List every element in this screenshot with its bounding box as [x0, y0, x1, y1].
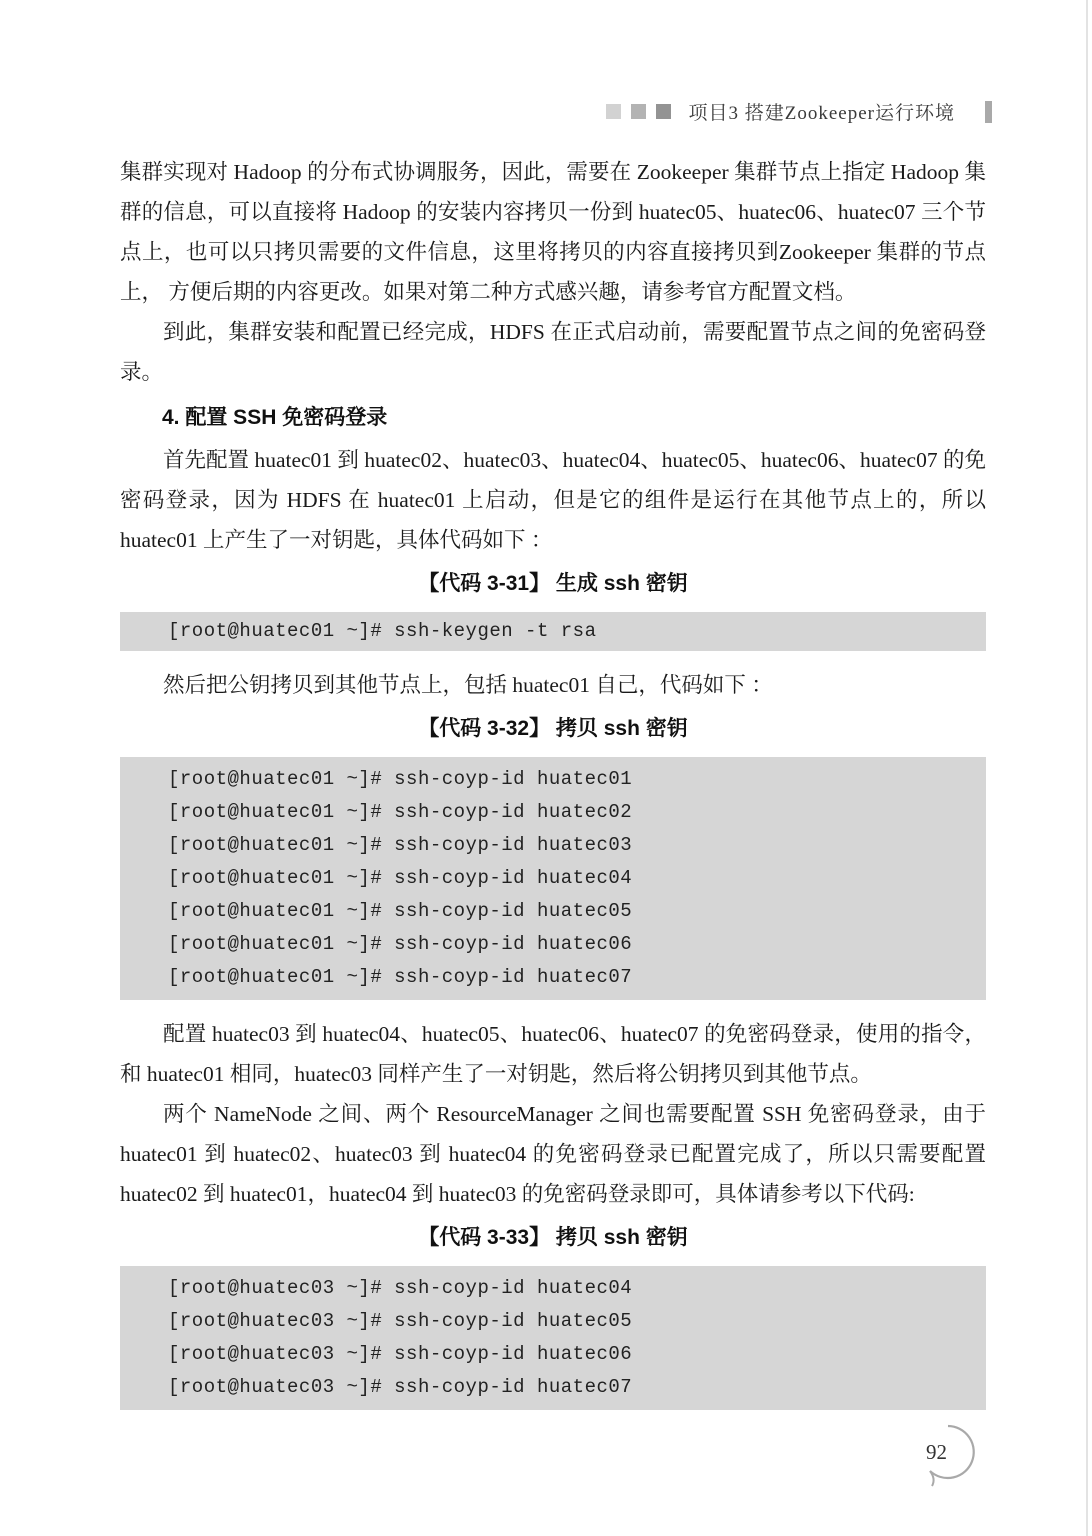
code-caption: 【代码 3-33】 拷贝 ssh 密钥	[418, 1226, 688, 1249]
code-block	[120, 612, 986, 651]
code-caption: 【代码 3-31】 生成 ssh 密钥	[418, 572, 688, 595]
code-line: [root@huatec01 ~]# ssh-coyp-id huatec03	[168, 834, 633, 856]
paragraph: 然后把公钥拷贝到其他节点上，包括 huatec01 自己，代码如下 ：	[163, 673, 773, 697]
page-body	[120, 152, 986, 1424]
paragraph: 配置 huatec03 到 huatec04、huatec05、huatec06、huatec07 的免密码登录，使用的指令， 和 huatec01 相同，huatec03 同样产生了一对钥匙，然后将公钥拷贝到其他节点。	[120, 1022, 986, 1086]
code-line: [root@huatec01 ~]# ssh-coyp-id huatec07	[168, 966, 633, 988]
section-heading: 4. 配置 SSH 免密码登录	[162, 406, 388, 429]
code-caption: 【代码 3-32】 拷贝 ssh 密钥	[418, 717, 688, 740]
running-head-title: 项目3 搭建Zookeeper运行环境	[688, 103, 955, 124]
code-line: [root@huatec01 ~]# ssh-coyp-id huatec06	[168, 933, 633, 955]
paragraph: 两个 NameNode 之间、两个 ResourceManager 之间也需要配置 SSH 免密码登录，由于 huatec01 到 huatec02、huatec03 到 huatec04 的免密码登录已配置完成了，所以只需要配置 huatec02 到 huatec01，huatec04 到 huatec03 的免密码登录即可，具体请参考以下代码:	[120, 1102, 986, 1206]
paragraph: 首先配置 huatec01 到 huatec02、huatec03、huatec04、huatec05、huatec06、huatec07 的免密码登录，因为 HDFS 在 huatec01 上启动，但是它的组件是运行在其他节点上的，所以 huatec01 上产生了一对钥匙，具体代码如下 ：	[120, 448, 986, 552]
code-line: [root@huatec03 ~]# ssh-coyp-id huatec06	[168, 1343, 633, 1365]
code-line: [root@huatec01 ~]# ssh-coyp-id huatec02	[168, 801, 633, 823]
code-line: [root@huatec01 ~]# ssh-keygen -t rsa	[168, 620, 597, 642]
header-square-icon	[606, 104, 621, 119]
code-line: [root@huatec03 ~]# ssh-coyp-id huatec07	[168, 1376, 633, 1398]
code-line: [root@huatec01 ~]# ssh-coyp-id huatec04	[168, 867, 633, 889]
code-block	[120, 757, 986, 1000]
page-number-block	[914, 1424, 984, 1488]
code-line: [root@huatec01 ~]# ssh-coyp-id huatec05	[168, 900, 633, 922]
page-header	[120, 98, 992, 125]
header-square-icon	[656, 104, 671, 119]
code-block	[120, 1266, 986, 1410]
header-bar-icon	[985, 101, 992, 123]
header-square-icon	[631, 104, 646, 119]
page-number: 92	[926, 1440, 947, 1464]
code-line: [root@huatec01 ~]# ssh-coyp-id huatec01	[168, 768, 633, 790]
page-number-swoosh-icon	[914, 1424, 984, 1488]
page-edge-line	[1086, 0, 1088, 1536]
code-line: [root@huatec03 ~]# ssh-coyp-id huatec05	[168, 1310, 633, 1332]
code-line: [root@huatec03 ~]# ssh-coyp-id huatec04	[168, 1277, 633, 1299]
paragraph: 集群实现对 Hadoop 的分布式协调服务，因此，需要在 Zookeeper 集群节点上指定 Hadoop 集群的信息，可以直接将 Hadoop 的安装内容拷贝一份到 huatec05、huatec06、huatec07 三个节点上，也可以只拷贝需要的文件信息，这里将拷贝的内容直接拷贝到Zookeeper 集群的节点上， 方便后期的内容更改。如果对第二种方式感兴趣，请参考官方配置文档。	[120, 160, 986, 304]
paragraph: 到此，集群安装和配置已经完成，HDFS 在正式启动前，需要配置节点之间的免密码登录。	[120, 320, 986, 384]
